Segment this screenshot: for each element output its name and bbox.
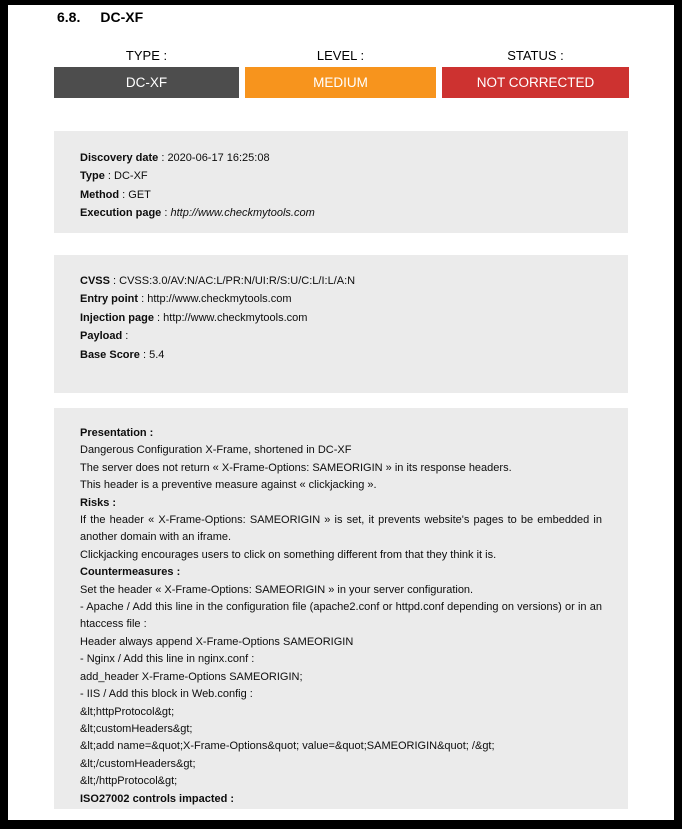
separator: : [161, 207, 171, 220]
discovery-date-field [80, 149, 602, 167]
injection-page-value: http://www.checkmytools.com [163, 311, 308, 324]
description-line: - Nginx / Add this line in nginx.conf : [80, 653, 255, 666]
iso27002-heading: ISO27002 controls impacted : [80, 792, 235, 805]
countermeasures-heading: Countermeasures : [80, 566, 181, 579]
execution-page-value: http://www.checkmytools.com [170, 207, 315, 220]
cvss-vector-label: CVSS [80, 275, 110, 287]
cvss-box [54, 255, 628, 393]
separator: : [119, 188, 129, 201]
description-code-line: &lt;/customHeaders&gt; [80, 757, 196, 770]
separator: : [109, 275, 120, 287]
status-column-label: STATUS : [507, 48, 564, 63]
description-code-line: &lt;/httpProtocol&gt; [80, 775, 178, 788]
description-code-line: &lt;customHeaders&gt; [80, 722, 193, 735]
description-line: Dangerous Configuration X-Frame, shortened in DC-XF [80, 444, 352, 457]
cvss-vector-field [80, 272, 602, 290]
type-label: Type [80, 170, 105, 183]
level-column-label: LEVEL : [316, 48, 365, 63]
base-score-label: Base Score [80, 348, 140, 361]
injection-page-field [80, 309, 602, 327]
description-line: Header always append X-Frame-Options SAMEORIGIN [80, 635, 354, 648]
section-heading [57, 9, 143, 25]
method-field [80, 186, 602, 204]
status-value-badge [442, 67, 629, 98]
description-code-line: &lt;add name=&quot;X-Frame-Options&quot; value=&quot;SAMEORIGIN&quot; /&gt; [80, 740, 495, 753]
description-line: If the header « X-Frame-Options: SAMEORIGIN » is set, it prevents website's pages to be embedded in another domain with an iframe. [80, 514, 602, 544]
method-value: GET [128, 188, 151, 201]
payload-field [80, 327, 602, 345]
injection-page-label: Injection page [80, 311, 154, 324]
separator: : [122, 330, 129, 343]
description-line: - Apache / Add this line in the configuration file (apache2.conf or httpd.conf depending on versions) or in an htaccess file : [80, 601, 602, 631]
payload-label: Payload [80, 330, 123, 343]
risks-heading: Risks : [80, 496, 117, 509]
report-page [8, 5, 674, 820]
description-line: Set the header « X-Frame-Options: SAMEORIGIN » in your server configuration. [80, 583, 474, 596]
details-box [54, 131, 628, 233]
description-line: This header is a preventive measure against « clickjacking ». [80, 479, 377, 492]
entry-point-field [80, 290, 602, 308]
base-score-value: 5.4 [149, 348, 165, 361]
entry-point-value: http://www.checkmytools.com [147, 293, 292, 306]
description-line: Clickjacking encourages users to click on something different from that they think it is. [80, 548, 497, 561]
section-title: DC-XF [100, 9, 144, 25]
base-score-field [80, 346, 602, 364]
separator: : [158, 152, 168, 164]
discovery-date-label: Discovery date [80, 152, 159, 164]
type-value-badge [54, 67, 239, 98]
type-column-label: TYPE : [125, 48, 168, 63]
type-value: DC-XF [125, 75, 168, 90]
entry-point-label: Entry point [80, 293, 139, 306]
section-number: 6.8. [57, 9, 81, 25]
description-line: add_header X-Frame-Options SAMEORIGIN; [80, 670, 303, 683]
level-value-badge [245, 67, 436, 98]
execution-page-field [80, 204, 602, 222]
description-line: The server does not return « X-Frame-Options: SAMEORIGIN » in its response headers. [80, 461, 512, 474]
execution-page-label: Execution page [80, 207, 162, 220]
discovery-date-value: 2020-06-17 16:25:08 [167, 152, 270, 164]
type-field-value: DC-XF [114, 170, 148, 183]
separator: : [104, 170, 115, 183]
type-field [80, 167, 602, 185]
separator: : [139, 348, 150, 361]
presentation-heading: Presentation : [80, 427, 154, 439]
status-value: NOT CORRECTED [476, 75, 595, 90]
method-label: Method [80, 188, 120, 201]
separator: : [153, 311, 164, 324]
description-code-line: &lt;httpProtocol&gt; [80, 705, 175, 718]
description-line: - IIS / Add this block in Web.config : [80, 688, 253, 701]
level-value: MEDIUM [313, 75, 368, 90]
description-box [54, 408, 628, 809]
separator: : [138, 293, 148, 306]
cvss-vector-value: CVSS:3.0/AV:N/AC:L/PR:N/UI:R/S:U/C:L/I:L/A:N [119, 275, 356, 287]
